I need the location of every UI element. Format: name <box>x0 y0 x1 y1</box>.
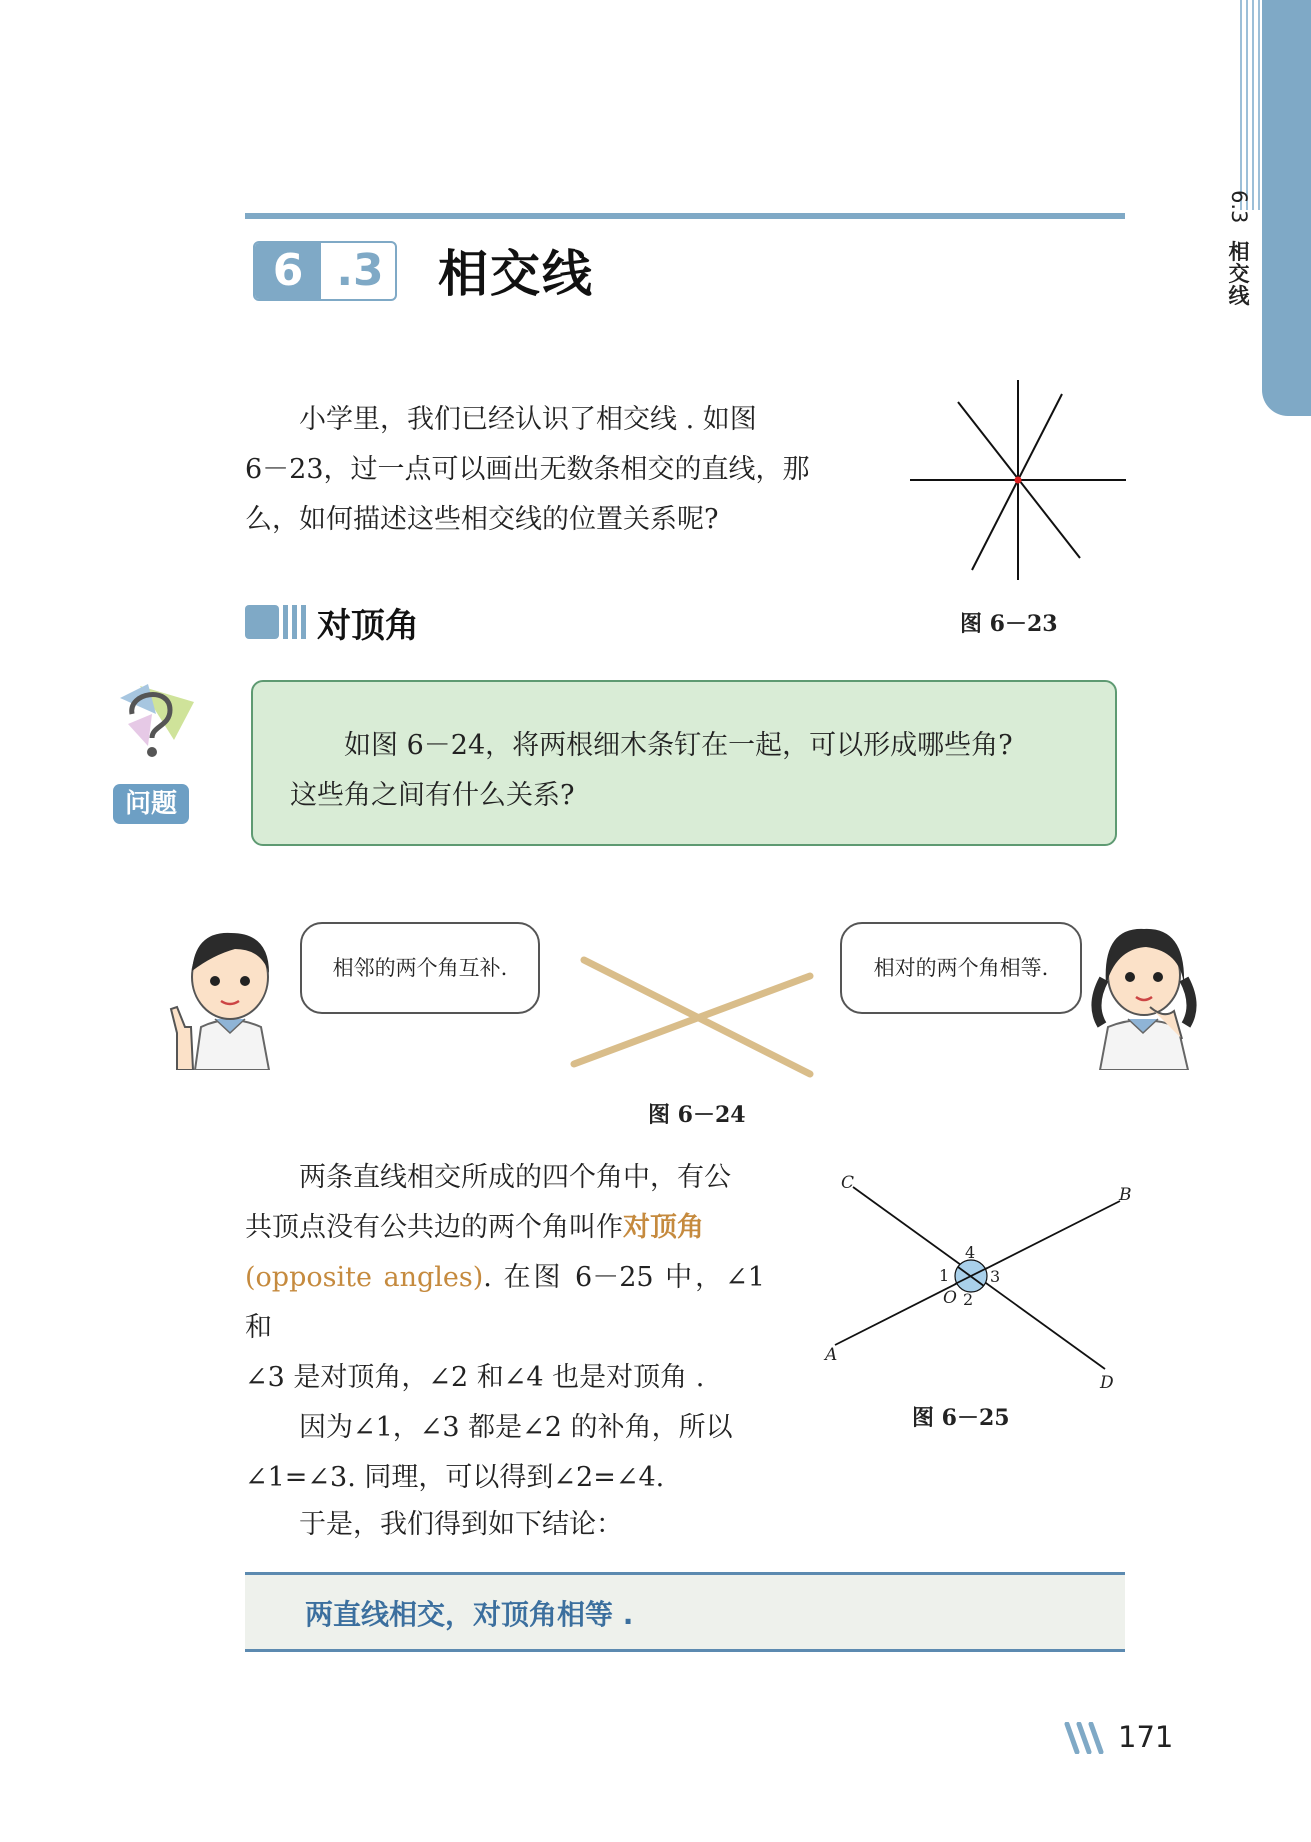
question-line-2: 这些角之间有什么关系? <box>290 780 575 811</box>
angle-label-1: 1 <box>939 1266 950 1285</box>
angle-label-4: 4 <box>965 1243 976 1262</box>
side-decoration-lines <box>1238 0 1260 210</box>
english-term: (opposite angles) <box>245 1262 484 1293</box>
side-tab-number: 6.3 <box>1227 190 1251 224</box>
label-C: C <box>841 1173 855 1193</box>
page-number-stripes-icon <box>1063 1722 1111 1754</box>
body-line-2 <box>245 1203 765 1253</box>
figure-6-23-lines <box>910 380 1126 580</box>
intro-line-1: 小学里，我们已经认识了相交线 . 如图 <box>299 404 757 435</box>
intro-paragraph <box>245 395 885 545</box>
conclusion-statement: 两直线相交，对顶角相等 . <box>305 1598 634 1631</box>
intro-line-2: 6－23，过一点可以画出无数条相交的直线，那 <box>245 454 810 485</box>
body-line-6: ∠1=∠3. 同理，可以得到∠2=∠4. <box>245 1462 665 1493</box>
conclusion-intro: 于是，我们得到如下结论： <box>299 1509 623 1540</box>
boy-illustration <box>165 915 295 1070</box>
figure-6-25-caption: 图 6－25 <box>912 1405 1010 1431</box>
section-title: 相交线 <box>438 245 594 303</box>
figure-6-23-caption: 图 6－23 <box>960 611 1058 637</box>
subsection-bars-icon <box>245 603 309 641</box>
question-mark-icon <box>108 680 200 760</box>
definition-paragraph <box>245 1153 765 1503</box>
angle-label-2: 2 <box>963 1290 974 1309</box>
side-tab-title: 相 交 线 <box>1228 240 1250 309</box>
label-D: D <box>1100 1373 1114 1390</box>
body-line-5: 因为∠1，∠3 都是∠2 的补角，所以 <box>299 1412 733 1443</box>
side-tab-label <box>1224 190 1254 307</box>
question-line-1: 如图 6－24，将两根细木条钉在一起，可以形成哪些角? <box>344 730 1013 761</box>
label-O: O <box>943 1288 957 1308</box>
title-rule <box>245 213 1125 219</box>
chapter-side-tab <box>1262 0 1311 416</box>
keyword-opposite-angles: 对顶角 <box>623 1212 704 1243</box>
figure-6-25-diagram <box>815 1165 1135 1390</box>
body-line-1: 两条直线相交所成的四个角中，有公 <box>299 1162 731 1193</box>
figure-6-24-caption: 图 6－24 <box>648 1102 746 1128</box>
section-number-main: 6 <box>255 243 321 299</box>
girl-illustration <box>1080 915 1210 1070</box>
speech-bubble-right: 相对的两个角相等. <box>840 922 1082 1014</box>
body-line-3 <box>245 1253 765 1353</box>
label-B: B <box>1119 1185 1132 1205</box>
subsection-title: 对顶角 <box>317 606 419 646</box>
label-A: A <box>825 1345 838 1365</box>
question-badge: 问题 <box>113 784 189 824</box>
angle-label-3: 3 <box>990 1267 1001 1286</box>
intro-line-3: 么，如何描述这些相交线的位置关系呢? <box>245 504 719 535</box>
section-number-sub: .3 <box>336 245 384 296</box>
body-line-2-text: 共顶点没有公共边的两个角叫作 <box>245 1212 623 1243</box>
question-text <box>290 721 1100 821</box>
body-line-4: ∠3 是对顶角，∠2 和∠4 也是对顶角 . <box>245 1362 705 1393</box>
speech-bubble-left: 相邻的两个角互补. <box>300 922 540 1014</box>
page-number: 171 <box>1118 1720 1174 1754</box>
body-line-3-text: . 在图 6－25 中，∠1 和 <box>245 1262 765 1343</box>
wooden-sticks-illustration <box>570 950 815 1080</box>
